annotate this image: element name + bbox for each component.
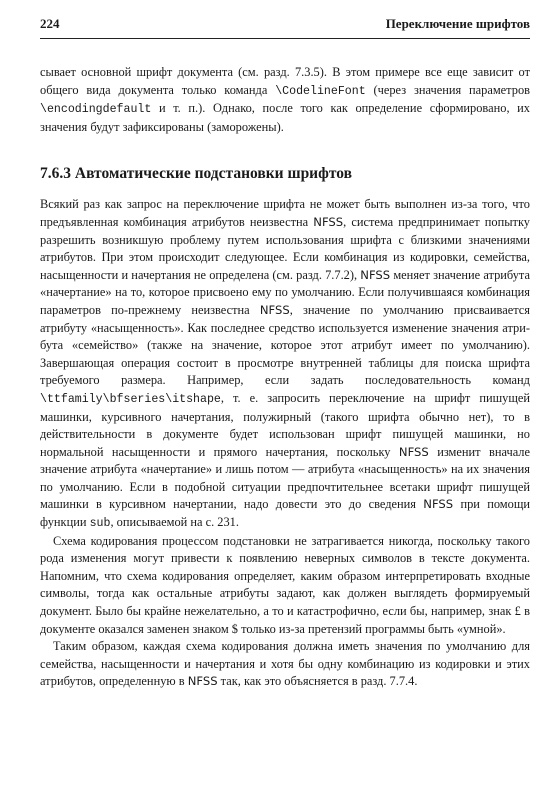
- p1-text-5: , т. е. запросить переключение на шрифт пишущей машинки, курсивного начертания, полужирный (такого шрифта обычно нет), то в действительности в документе будет использован шрифт пишущей машинки, но нормальной насыщенности и прямого начертания, поскольку: [40, 390, 530, 459]
- nfss-term: NFSS: [187, 674, 218, 689]
- page-number: 224: [40, 16, 60, 31]
- p1-text-8: , описываемой на с. 231.: [110, 515, 239, 530]
- p3-text-1: Таким образом, каждая схема кодирования должна иметь значения по умолчанию для семейства, насыщенности и начертания и хотя бы одну комбинацию из кодировки и этих атрибутов, определенную в: [40, 639, 530, 689]
- intro-paragraph: [40, 64, 530, 136]
- p1-text-7: при помощи функции: [40, 497, 530, 530]
- nfss-term: NFSS: [259, 302, 290, 317]
- intro-text-1: сывает основной шрифт документа (см. разд. 7.3.5). В этом примере все еще зависит от общего вида документа только команда: [40, 65, 530, 97]
- nfss-term: NFSS: [423, 497, 454, 512]
- intro-text-3: и т. п.). Однако, после того как определение сформировано, их значения будут зафиксированы (заморожены).: [40, 101, 530, 134]
- p1-text-4: , значение по умолчанию присваивается атрибуту «насыщенность». Как последнее средство используется изменение значения атрибута «семейство» (также на значение, которое этот атрибут имеет по умолчанию). Завершающая операция состоит в просмотре внутренней таблицы для поиска шрифта требуемого размера. Например, если задать последовательность команд: [40, 302, 531, 388]
- p1-text-1: Всякий раз как запрос на переключение шрифта не может быть выполнен из-за того, что предъявленная комбинация атрибутов неизвестна: [40, 197, 530, 229]
- intro-text-2: (через значения параметров: [365, 82, 530, 97]
- command-sequence: \ttfamily\bfseries\itshape: [40, 392, 221, 406]
- header-rule: [40, 38, 530, 39]
- paragraph-2: Схема кодирования процессом подстановки не затрагивается никогда, поскольку такого рода изменения могут привести к появлению неверных символов в тексте документа. Напомним, что схема кодирования определяет, каким образом интерпретировать входные символы, тогда как остальные атрибуты задают, как должен выглядеть формируемый документ. Было бы крайне нежелательно, а то и катастрофично, если бы, например, знак £ в документе оказался заменен знаком $ только из-за претензий программы быть «умной».: [40, 533, 530, 636]
- nfss-term: NFSS: [313, 214, 344, 229]
- command-encodingdefault: \encodingdefault: [40, 103, 152, 117]
- running-header: [40, 16, 530, 32]
- p1-text-3: меняет значение атрибута «начертание» на то, которое присвоено ему по умолчанию. Если получившаяся комбинация параметров по-прежнему неизвестна: [40, 267, 530, 317]
- section-heading: 7.6.3 Автоматические подстановки шрифтов: [40, 165, 352, 183]
- command-codelinefont: \CodelineFont: [275, 84, 366, 98]
- page-body: [40, 64, 530, 691]
- nfss-term: NFSS: [360, 267, 391, 282]
- p1-text-2: , система предпринимает попытку разрешить возникшую проблему путем использования шрифта с близкими значениями атрибутов. При этом происходит следующее. Если комбинация из кодировки, семейства, насыщенности и начертания не определена (см. разд. 7.7.2),: [40, 214, 530, 282]
- running-title: Переключение шрифтов: [385, 16, 530, 31]
- sub-function: sub: [89, 517, 111, 531]
- p3-text-2: так, как это объясняется в разд. 7.7.4.: [217, 674, 418, 689]
- paragraph-3: [40, 638, 530, 691]
- nfss-term: NFSS: [398, 444, 429, 459]
- paragraph-1: [40, 196, 530, 532]
- p1-text-6: изменит вначале значение атрибута «начертание» и лишь потом — атрибута «насыщенность» на их значения по умолчанию. Если в подобной ситуации предпочтительнее всетаки шрифт пишущей машинки в курсивном начертании, надо довести это до сведения: [40, 444, 530, 512]
